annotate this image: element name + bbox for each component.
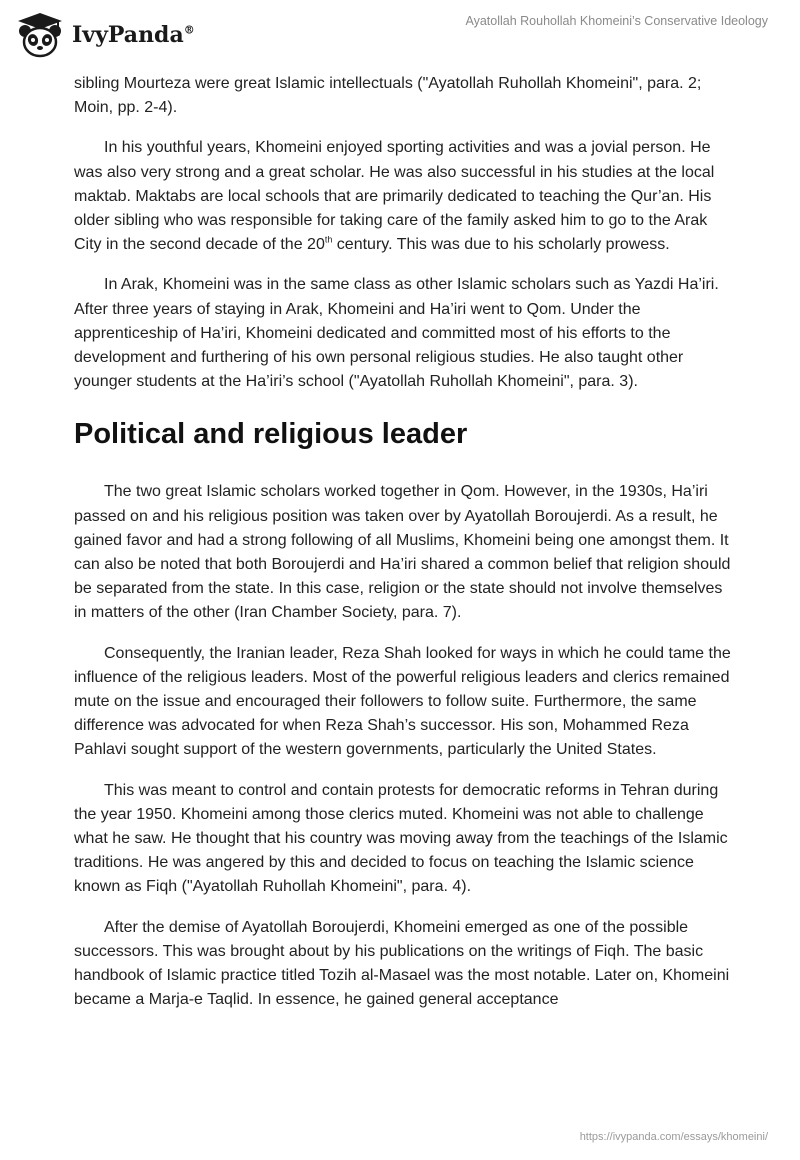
source-url[interactable]: https://ivypanda.com/essays/khomeini/	[579, 1131, 768, 1143]
paragraph: This was meant to control and contain protests for democratic reforms in Tehran during the year 1950. Khomeini among those clerics muted. Khomeini was not able to challenge what he saw. He thought that his country was moving away from the teachings of the Islamic traditions. He was angered by this and decided to focus on teaching the Islamic science known as Fiqh ("Ayatollah Ruhollah Khomeini", para. 4).	[74, 781, 728, 896]
panda-logo-icon	[14, 11, 66, 59]
essay-body	[74, 72, 734, 1029]
paragraph: sibling Mourteza were great Islamic intellectuals ("Ayatollah Ruhollah Khomeini", para. 2; Moin, pp. 2-4).	[74, 75, 702, 117]
paragraph: In his youthful years, Khomeini enjoyed sporting activities and was a jovial person. He was also very strong and a great scholar. He was also successful in his studies at the local maktab. Maktabs are local schools that are primarily dedicated to teaching the Qur’an. His older sibling who was responsible for taking care of the family asked him to go to the Arak City in the second decade of the 20th century. This was due to his scholarly prowess.	[74, 139, 715, 254]
page-header	[0, 0, 800, 70]
paragraph: Consequently, the Iranian leader, Reza Shah looked for ways in which he could tame the influence of the religious leaders. Most of the powerful religious leaders and clerics remained mute on the issue and encouraged their followers to follow suite. Furthermore, the same difference was advocated for when Reza Shah’s successor. His son, Mohammed Reza Pahlavi sought support of the western governments, particularly the United States.	[74, 644, 731, 759]
document-title: Ayatollah Rouhollah Khomeini’s Conservative Ideology	[465, 14, 768, 28]
paragraph: After the demise of Ayatollah Boroujerdi, Khomeini emerged as one of the possible successors. This was brought about by his publications on the writings of Fiqh. The basic handbook of Islamic practice titled Tozih al-Masael was the most notable. Later on, Khomeini became a Marja-e Taqlid. In essence, he gained general acceptance	[74, 918, 730, 1009]
paragraph: The two great Islamic scholars worked together in Qom. However, in the 1930s, Ha’iri passed on and his religious position was taken over by Ayatollah Boroujerdi. As a result, he gained favor and had a strong following of all Muslims, Khomeini being one amongst them. It can also be noted that both Boroujerdi and Ha’iri shared a common belief that religion should be separated from the state. In this case, religion or the state should not involve themselves in matters of the other (Iran Chamber Society, para. 7).	[74, 483, 731, 622]
brand-logo[interactable]	[14, 10, 195, 60]
brand-name: IvyPanda®	[72, 22, 195, 48]
section-heading: Political and religious leader	[74, 418, 468, 451]
paragraph: In Arak, Khomeini was in the same class as other Islamic scholars such as Yazdi Ha’iri. After three years of staying in Arak, Khomeini and Ha’iri went to Qom. Under the apprenticeship of Ha’iri, Khomeini dedicated and committed most of his efforts to the development and furthering of his own personal religious studies. He also taught other younger students at the Ha’iri’s school ("Ayatollah Ruhollah Khomeini", para. 3).	[74, 276, 719, 391]
